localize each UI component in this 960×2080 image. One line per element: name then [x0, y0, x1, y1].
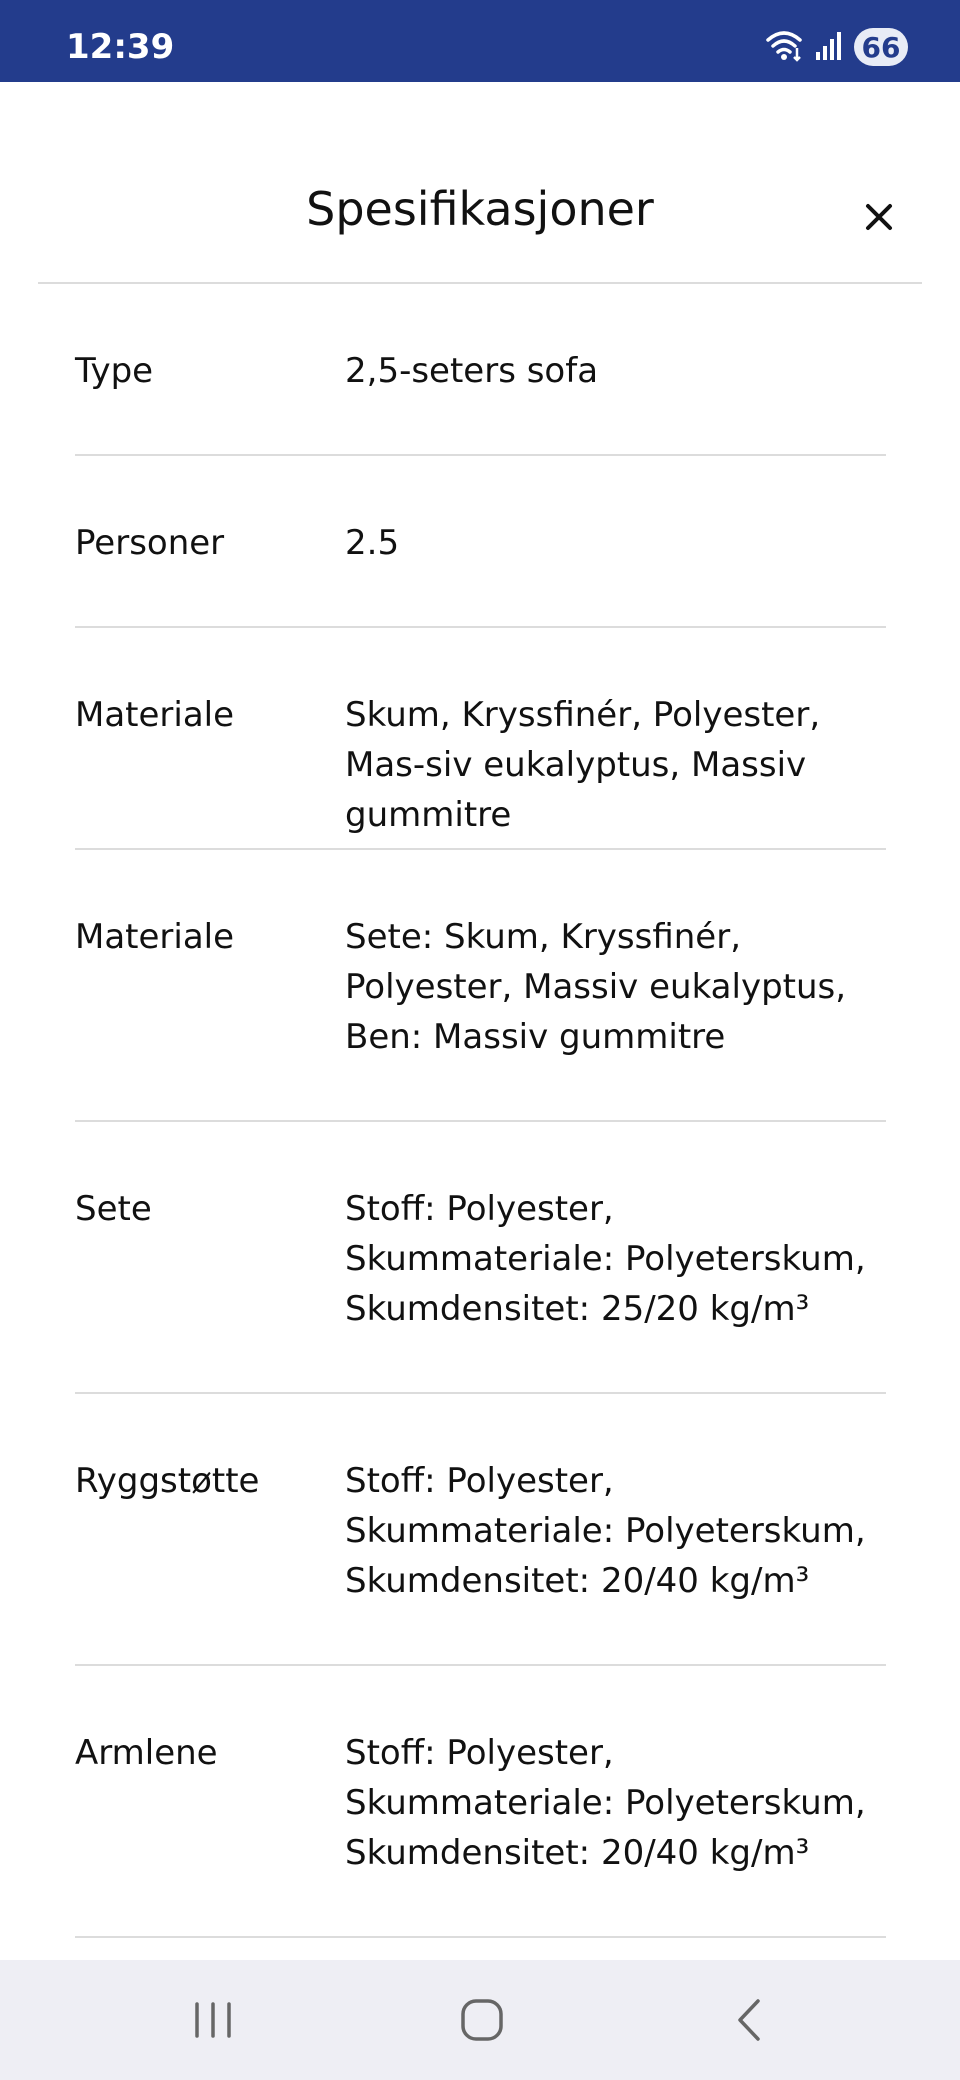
status-time: 12:39 [66, 27, 175, 67]
spec-row-materiale [75, 628, 886, 850]
wifi-icon [764, 28, 804, 66]
page-title: Spesifikasjoner [306, 182, 654, 236]
close-button[interactable] [858, 196, 900, 238]
status-bar [0, 0, 960, 82]
spec-label: Sete [75, 1189, 152, 1229]
spec-list [75, 284, 886, 1938]
spec-value: 2.5 [345, 523, 400, 563]
spec-row-personer [75, 456, 886, 628]
spec-value: Stoff: Polyester, Skummateriale: Polyeterskum, Skumdensitet: 20/40 kg/m³ [345, 1461, 866, 1601]
spec-label: Materiale [75, 917, 235, 957]
recent-apps-button[interactable] [183, 1990, 243, 2050]
spec-row-type [75, 284, 886, 456]
spec-value: Stoff: Polyester, Skummateriale: Polyeterskum, Skumdensitet: 25/20 kg/m³ [345, 1189, 866, 1329]
home-icon [459, 1997, 505, 2043]
back-icon [730, 1997, 770, 2043]
spec-label: Ryggstøtte [75, 1461, 260, 1501]
spec-value: Skum, Kryssfinér, Polyester, Mas-siv eukalyptus, Massiv gummitre [345, 695, 821, 835]
sheet-header [38, 150, 922, 284]
spec-label: Materiale [75, 695, 235, 735]
spec-value: Sete: Skum, Kryssfinér, Polyester, Massiv eukalyptus, Ben: Massiv gummitre [345, 917, 847, 1057]
spec-row-armlene [75, 1666, 886, 1938]
navigation-bar [0, 1960, 960, 2080]
spec-value: 2,5-seters sofa [345, 351, 599, 391]
close-icon [864, 202, 894, 232]
status-icons [764, 28, 908, 66]
spec-row-ryggstotte [75, 1394, 886, 1666]
spec-label: Armlene [75, 1733, 218, 1773]
battery-icon: 66 [854, 28, 908, 66]
back-button[interactable] [720, 1990, 780, 2050]
spec-label: Personer [75, 523, 225, 563]
recent-apps-icon [191, 2000, 235, 2040]
spec-value: Stoff: Polyester, Skummateriale: Polyeterskum, Skumdensitet: 20/40 kg/m³ [345, 1733, 866, 1873]
spec-label: Type [75, 351, 154, 391]
spec-row-sete [75, 1122, 886, 1394]
signal-icon [814, 30, 844, 64]
home-button[interactable] [452, 1990, 512, 2050]
spec-row-materiale-detail [75, 850, 886, 1122]
